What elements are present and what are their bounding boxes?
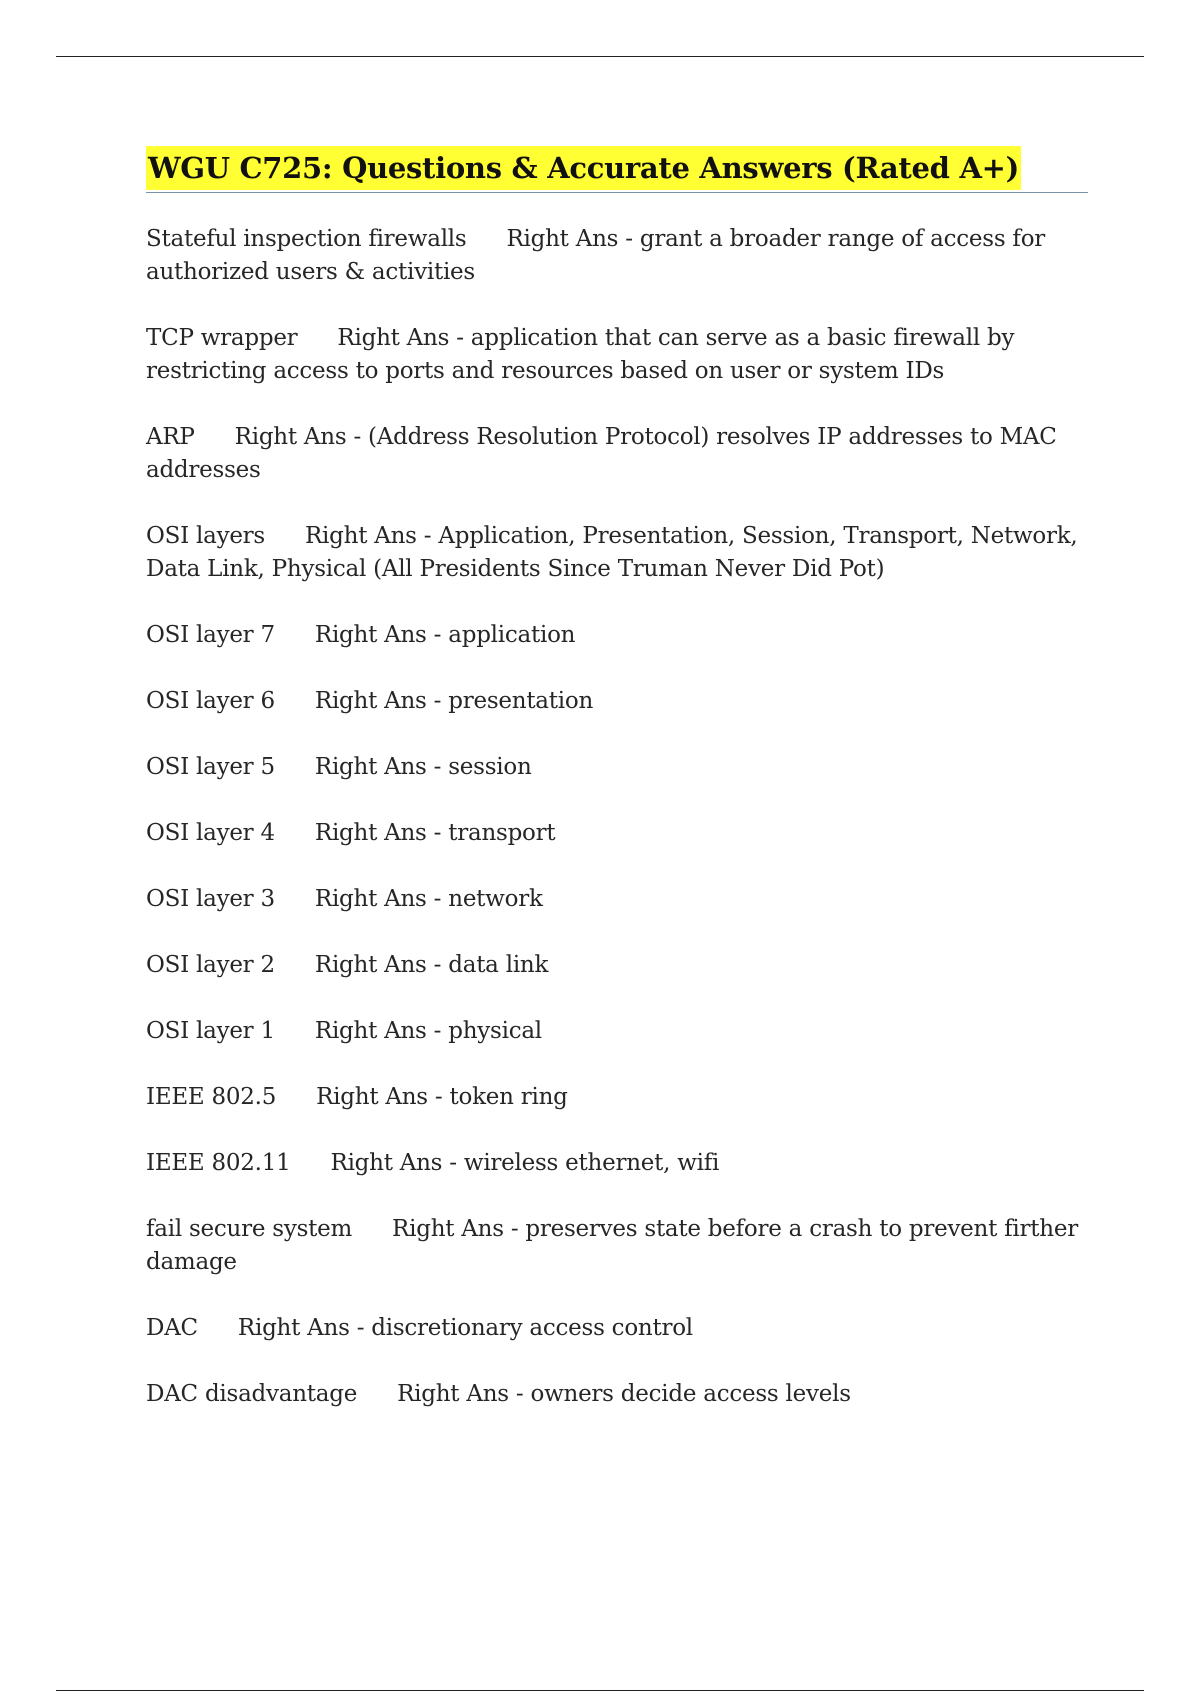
qa-term: TCP wrapper: [146, 325, 298, 351]
qa-item: [146, 883, 1088, 916]
qa-item: [146, 223, 1088, 289]
qa-item: [146, 1147, 1088, 1180]
qa-term: Stateful inspection firewalls: [146, 226, 467, 252]
document-title: WGU C725: Questions & Accurate Answers (Rated A+): [146, 146, 1021, 190]
qa-answer: Right Ans - wireless ethernet, wifi: [330, 1150, 720, 1176]
qa-term: DAC disadvantage: [146, 1381, 358, 1407]
qa-answer: Right Ans - network: [314, 886, 543, 912]
qa-item: [146, 322, 1088, 388]
qa-answer: Right Ans - preserves state before a crash to prevent firther damage: [146, 1216, 1078, 1275]
qa-answer: Right Ans - application: [314, 622, 576, 648]
qa-answer: Right Ans - physical: [314, 1018, 542, 1044]
qa-term: OSI layer 5: [146, 754, 275, 780]
qa-item: [146, 520, 1088, 586]
qa-answer: Right Ans - grant a broader range of access for authorized users & activities: [146, 226, 1046, 285]
qa-answer: Right Ans - Application, Presentation, Session, Transport, Network, Data Link, Physical (All Presidents Since Truman Never Did Pot): [146, 523, 1078, 582]
qa-item: [146, 619, 1088, 652]
qa-answer: Right Ans - discretionary access control: [237, 1315, 693, 1341]
qa-term: IEEE 802.5: [146, 1084, 277, 1110]
qa-list: [146, 223, 1088, 1411]
qa-term: OSI layer 1: [146, 1018, 275, 1044]
qa-term: fail secure system: [146, 1216, 353, 1242]
qa-item: [146, 817, 1088, 850]
qa-term: ARP: [146, 424, 195, 450]
qa-item: [146, 1081, 1088, 1114]
qa-term: OSI layer 7: [146, 622, 275, 648]
qa-term: IEEE 802.11: [146, 1150, 291, 1176]
qa-answer: Right Ans - token ring: [316, 1084, 568, 1110]
qa-term: OSI layer 4: [146, 820, 275, 846]
qa-answer: Right Ans - session: [314, 754, 532, 780]
qa-item: [146, 1378, 1088, 1411]
qa-item: [146, 1213, 1088, 1279]
page-top-rule: [56, 56, 1144, 57]
qa-answer: Right Ans - (Address Resolution Protocol) resolves IP addresses to MAC addresses: [146, 424, 1057, 483]
qa-term: OSI layer 2: [146, 952, 275, 978]
qa-answer: Right Ans - transport: [314, 820, 556, 846]
qa-item: [146, 751, 1088, 784]
qa-item: [146, 421, 1088, 487]
page-bottom-rule: [56, 1690, 1144, 1691]
qa-item: [146, 1312, 1088, 1345]
qa-term: OSI layer 3: [146, 886, 275, 912]
qa-answer: Right Ans - data link: [314, 952, 549, 978]
qa-answer: Right Ans - presentation: [314, 688, 594, 714]
qa-term: OSI layer 6: [146, 688, 275, 714]
title-block: [146, 146, 1088, 193]
qa-answer: Right Ans - application that can serve as a basic firewall by restricting access to ports and resources based on user or system IDs: [146, 325, 1015, 384]
qa-term: DAC: [146, 1315, 198, 1341]
qa-item: [146, 1015, 1088, 1048]
qa-item: [146, 949, 1088, 982]
qa-answer: Right Ans - owners decide access levels: [397, 1381, 851, 1407]
qa-term: OSI layers: [146, 523, 265, 549]
document-body: [146, 146, 1088, 1444]
qa-item: [146, 685, 1088, 718]
